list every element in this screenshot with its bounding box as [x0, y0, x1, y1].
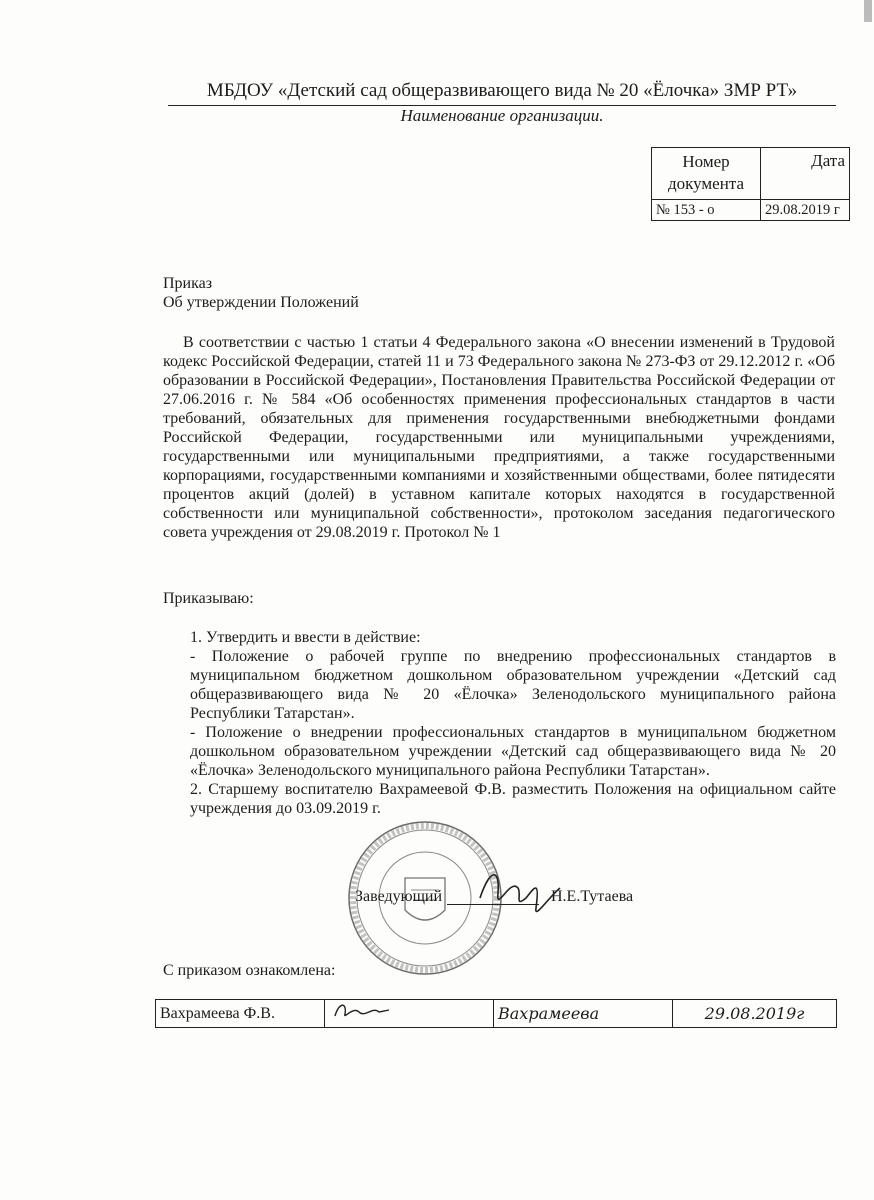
- signature-title: Заведующий: [355, 888, 443, 905]
- organization-name: МБДОУ «Детский сад общеразвивающего вида № 20 «Ёлочка» ЗМР РТ»: [168, 80, 836, 106]
- ack-handwritten-date: 29.08.2019г: [673, 1000, 837, 1028]
- doc-date-value: 29.08.2019 г: [761, 200, 850, 221]
- doc-date-header: Дата: [761, 148, 850, 200]
- ack-signature: [329, 1000, 419, 1022]
- doc-number-header: Номер документа: [652, 148, 761, 200]
- organization-caption: Наименование организации.: [400, 106, 604, 125]
- ack-handwritten-name: Вахрамеева: [494, 1000, 673, 1028]
- order-item-1: 1. Утвердить и ввести в действие:: [190, 629, 421, 646]
- preamble-paragraph: В соответствии с частью 1 статьи 4 Федерального закона «О внесении изменений в Трудовой кодекс Российской Федерации, статей 11 и 73 Федерального закона № 273-ФЗ от 29.12.2012 г. «Об образовании в Российской Федерации», Постановления Правительства Российской Федерации от 27.06.2016 г. № 584 «Об особенностях применения профессиональных стандартов в части требований, обязательных для применения государственными внебюджетными фондами Российской Федерации, государственными или муниципальными учреждениями, государственными или муниципальными предприятиями, а также государственными корпорациями, государственными компаниями и хозяйственными обществами, более пятидесяти процентов акций (долей) в уставном капитале которых находятся в государственной собственности или муниципальной собственности», протоколом заседания педагогического совета учреждения от 29.08.2019 г. Протокол № 1: [163, 334, 835, 541]
- signature-name: Н.Е.Тутаева: [551, 888, 634, 905]
- document-subject: Об утверждении Положений: [163, 294, 359, 311]
- order-item-2: 2. Старшему воспитателю Вахрамеевой Ф.В. разместить Положения на официальном сайте учреждения до 03.09.2019 г.: [190, 781, 836, 817]
- ack-name-cell: Вахрамеева Ф.В.: [156, 1000, 325, 1028]
- acknowledgement-label: С приказом ознакомлена:: [163, 962, 336, 979]
- ack-signature-cell: [325, 1000, 494, 1028]
- order-item-1b: - Положение о внедрении профессиональных стандартов в муниципальном бюджетном дошкольном образовательном учреждении «Детский сад общеразвивающего вида № 20 «Ёлочка» Зеленодольского муниципального района Республики Татарстан».: [190, 724, 836, 779]
- doc-number-value: № 153 - о: [652, 200, 761, 221]
- document-type: Приказ: [163, 275, 213, 292]
- order-item-1a: - Положение о рабочей группе по внедрению профессиональных стандартов в муниципальном бюджетном дошкольном образовательном учреждении «Детский сад общеразвивающего вида № 20 «Ёлочка» Зеленодольского муниципального района Республики Татарстан».: [190, 648, 836, 722]
- scan-corner-mark: [862, 0, 874, 24]
- acknowledgement-table: [155, 999, 837, 1028]
- director-signature: [470, 858, 570, 928]
- document-number-table: [651, 147, 850, 221]
- order-items: [190, 628, 836, 818]
- order-word: Приказываю:: [163, 590, 254, 607]
